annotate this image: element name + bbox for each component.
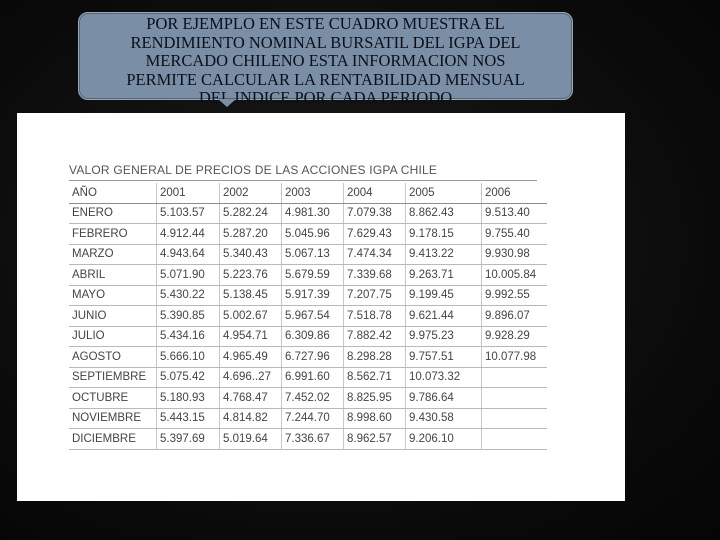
value-cell: 4.954.71: [220, 326, 282, 347]
value-cell: 5.287.20: [220, 224, 282, 245]
value-cell: 5.045.96: [282, 224, 344, 245]
value-cell: 9.930.98: [482, 244, 548, 265]
value-cell: 9.206.10: [406, 429, 482, 450]
callout-line: PERMITE CALCULAR LA RENTABILIDAD MENSUAL: [126, 69, 525, 89]
value-cell: 4.912.44: [157, 224, 220, 245]
month-cell: NOVIEMBRE: [69, 408, 157, 429]
value-cell: 9.992.55: [482, 285, 548, 306]
value-cell: 8.825.95: [344, 388, 406, 409]
column-header: 2005: [406, 183, 482, 203]
value-cell: 5.666.10: [157, 347, 220, 368]
value-cell: 9.199.45: [406, 285, 482, 306]
table-row: [69, 224, 547, 245]
value-cell: 6.309.86: [282, 326, 344, 347]
value-cell: 10.073.32: [406, 367, 482, 388]
value-cell: 6.727.96: [282, 347, 344, 368]
value-cell: 4.965.49: [220, 347, 282, 368]
value-cell: 7.474.34: [344, 244, 406, 265]
value-cell: 5.138.45: [220, 285, 282, 306]
month-cell: ENERO: [69, 203, 157, 224]
value-cell: [482, 408, 548, 429]
month-cell: JULIO: [69, 326, 157, 347]
value-cell: 9.413.22: [406, 244, 482, 265]
value-cell: 5.397.69: [157, 429, 220, 450]
value-cell: 9.621.44: [406, 306, 482, 327]
month-cell: AGOSTO: [69, 347, 157, 368]
column-header: AÑO: [69, 183, 157, 203]
value-cell: 5.002.67: [220, 306, 282, 327]
table-row: [69, 429, 547, 450]
table-row: [69, 265, 547, 286]
value-cell: 9.513.40: [482, 203, 548, 224]
value-cell: 7.452.02: [282, 388, 344, 409]
value-cell: 9.896.07: [482, 306, 548, 327]
value-cell: [482, 388, 548, 409]
table-row: [69, 347, 547, 368]
callout-line: DEL INDICE POR CADA PERIODO: [198, 88, 453, 107]
value-cell: 9.757.51: [406, 347, 482, 368]
value-cell: 10.077.98: [482, 347, 548, 368]
value-cell: 5.434.16: [157, 326, 220, 347]
table-header-row: [69, 183, 547, 203]
callout-line: POR EJEMPLO EN ESTE CUADRO MUESTRA EL: [146, 14, 505, 33]
value-cell: 5.443.15: [157, 408, 220, 429]
value-cell: 5.223.76: [220, 265, 282, 286]
value-cell: 9.755.40: [482, 224, 548, 245]
value-cell: 4.943.64: [157, 244, 220, 265]
value-cell: 7.244.70: [282, 408, 344, 429]
callout-box: [78, 12, 573, 107]
value-cell: 9.975.23: [406, 326, 482, 347]
value-cell: 5.340.43: [220, 244, 282, 265]
value-cell: 5.917.39: [282, 285, 344, 306]
value-cell: 5.103.57: [157, 203, 220, 224]
table-title: VALOR GENERAL DE PRECIOS DE LAS ACCIONES IGPA CHILE: [69, 163, 537, 181]
value-cell: 4.814.82: [220, 408, 282, 429]
value-cell: 5.679.59: [282, 265, 344, 286]
month-cell: DICIEMBRE: [69, 429, 157, 450]
value-cell: 9.178.15: [406, 224, 482, 245]
table-row: [69, 203, 547, 224]
value-cell: 10.005.84: [482, 265, 548, 286]
value-cell: [482, 367, 548, 388]
column-header: 2001: [157, 183, 220, 203]
value-cell: 5.282.24: [220, 203, 282, 224]
callout-pointer: [218, 99, 236, 107]
value-cell: 8.962.57: [344, 429, 406, 450]
value-cell: 8.862.43: [406, 203, 482, 224]
value-cell: 7.336.67: [282, 429, 344, 450]
table-row: [69, 408, 547, 429]
value-cell: 9.430.58: [406, 408, 482, 429]
month-cell: JUNIO: [69, 306, 157, 327]
value-cell: 4.696..27: [220, 367, 282, 388]
value-cell: 9.263.71: [406, 265, 482, 286]
value-cell: 8.998.60: [344, 408, 406, 429]
table-row: [69, 244, 547, 265]
value-cell: 5.071.90: [157, 265, 220, 286]
value-cell: 4.981.30: [282, 203, 344, 224]
table-body: [69, 203, 547, 449]
value-cell: 5.180.93: [157, 388, 220, 409]
month-cell: SEPTIEMBRE: [69, 367, 157, 388]
callout-line: MERCADO CHILENO ESTA INFORMACION NOS: [145, 51, 506, 70]
month-cell: MARZO: [69, 244, 157, 265]
value-cell: 9.786.64: [406, 388, 482, 409]
value-cell: 5.019.64: [220, 429, 282, 450]
value-cell: [482, 429, 548, 450]
table-row: [69, 306, 547, 327]
column-header: 2003: [282, 183, 344, 203]
callout-line: RENDIMIENTO NOMINAL BURSATIL DEL IGPA DEL: [130, 32, 521, 52]
value-cell: 7.629.43: [344, 224, 406, 245]
value-cell: 6.991.60: [282, 367, 344, 388]
table-row: [69, 388, 547, 409]
value-cell: 8.562.71: [344, 367, 406, 388]
value-cell: 7.339.68: [344, 265, 406, 286]
table-row: [69, 285, 547, 306]
month-cell: FEBRERO: [69, 224, 157, 245]
value-cell: 7.079.38: [344, 203, 406, 224]
value-cell: 4.768.47: [220, 388, 282, 409]
table-row: [69, 326, 547, 347]
value-cell: 5.067.13: [282, 244, 344, 265]
month-cell: MAYO: [69, 285, 157, 306]
column-header: 2004: [344, 183, 406, 203]
month-cell: OCTUBRE: [69, 388, 157, 409]
value-cell: 7.882.42: [344, 326, 406, 347]
value-cell: 5.430.22: [157, 285, 220, 306]
value-cell: 9.928.29: [482, 326, 548, 347]
value-cell: 7.518.78: [344, 306, 406, 327]
table-image-panel: [17, 113, 625, 501]
table-row: [69, 367, 547, 388]
value-cell: 5.390.85: [157, 306, 220, 327]
value-cell: 8.298.28: [344, 347, 406, 368]
month-cell: ABRIL: [69, 265, 157, 286]
column-header: 2006: [482, 183, 548, 203]
value-cell: 7.207.75: [344, 285, 406, 306]
column-header: 2002: [220, 183, 282, 203]
value-cell: 5.075.42: [157, 367, 220, 388]
value-cell: 5.967.54: [282, 306, 344, 327]
igpa-table: [69, 183, 547, 450]
